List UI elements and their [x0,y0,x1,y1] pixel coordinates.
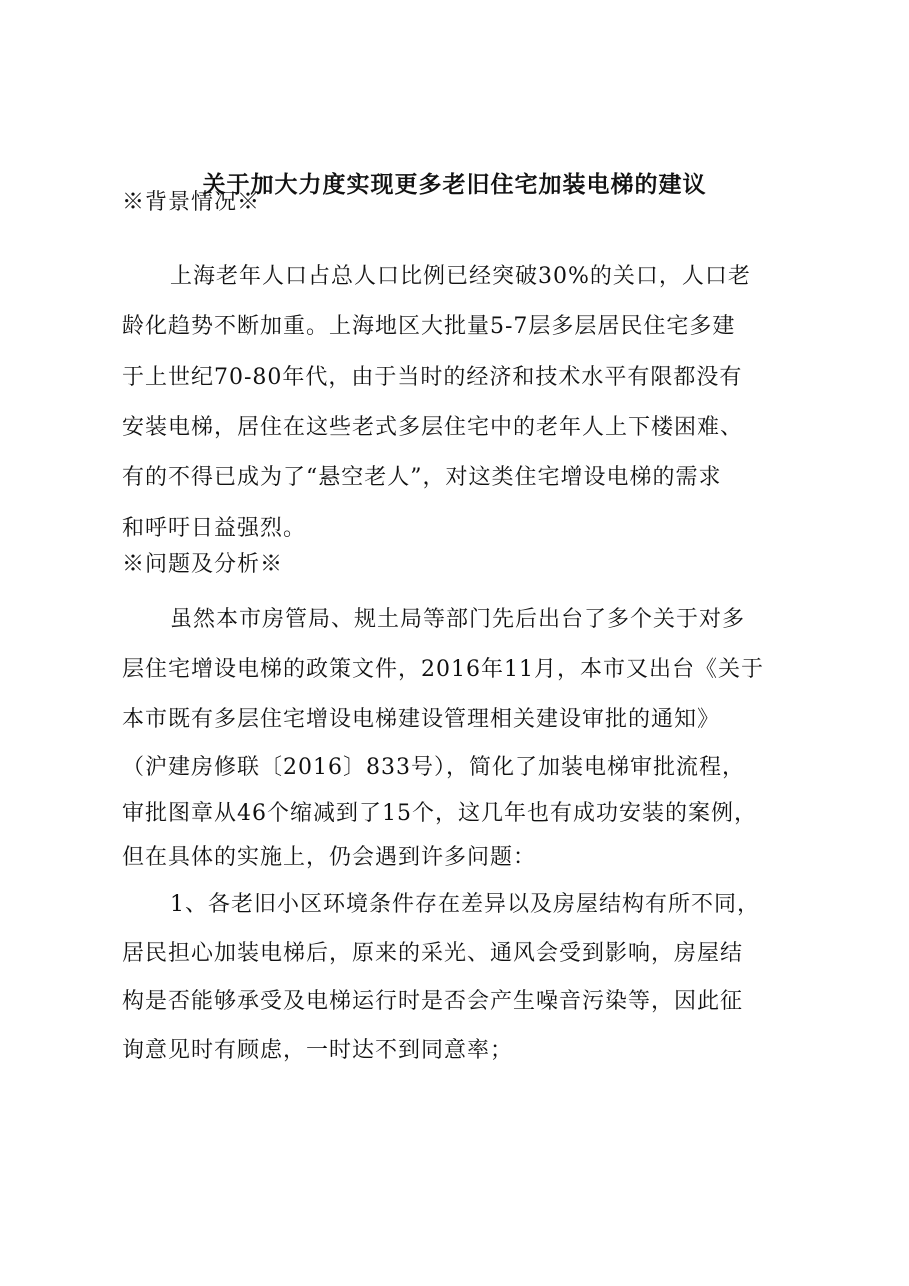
document-title: 关于加大力度实现更多老旧住宅加装电梯的建议 [202,172,707,198]
paragraph-line: 龄化趋势不断加重。上海地区大批量5-7层多层居民住宅多建 [122,314,736,339]
paragraph-line: 有的不得已成为了“悬空老人”，对这类住宅增设电梯的需求 [122,465,722,490]
list-item-line: 1、各老旧小区环境条件存在差异以及房屋结构有所不同， [170,892,760,917]
paragraph-line: 层住宅增设电梯的政策文件，2016年11月，本市又出台《关于 [122,657,764,682]
paragraph-line: 虽然本市房管局、规土局等部门先后出台了多个关于对多 [170,607,746,632]
section-heading-analysis: ※问题及分析※ [122,552,284,577]
paragraph-line: （沪建房修联〔2016〕833号），简化了加装电梯审批流程， [122,755,745,780]
paragraph-line: 但在具体的实施上，仍会遇到许多问题： [122,845,537,870]
list-item-line: 询意见时有顾虑，一时达不到同意率； [122,1038,514,1063]
section-heading-background: ※背景情况※ [122,190,261,215]
paragraph-line: 和呼吁日益强烈。 [122,516,307,541]
paragraph-line: 本市既有多层住宅增设电梯建设管理相关建设审批的通知》 [122,707,721,732]
paragraph-line: 安装电梯，居住在这些老式多层住宅中的老年人上下楼困难、 [122,415,744,440]
paragraph-line: 审批图章从46个缩减到了15个，这几年也有成功安装的案例， [122,801,757,826]
paragraph-line: 上海老年人口占总人口比例已经突破30%的关口，人口老 [170,264,751,289]
paragraph-line: 于上世纪70-80年代，由于当时的经济和技术水平有限都没有 [122,365,743,390]
list-item-line: 构是否能够承受及电梯运行时是否会产生噪音污染等，因此征 [122,989,744,1014]
list-item-line: 居民担心加装电梯后，原来的采光、通风会受到影响，房屋结 [122,941,744,966]
